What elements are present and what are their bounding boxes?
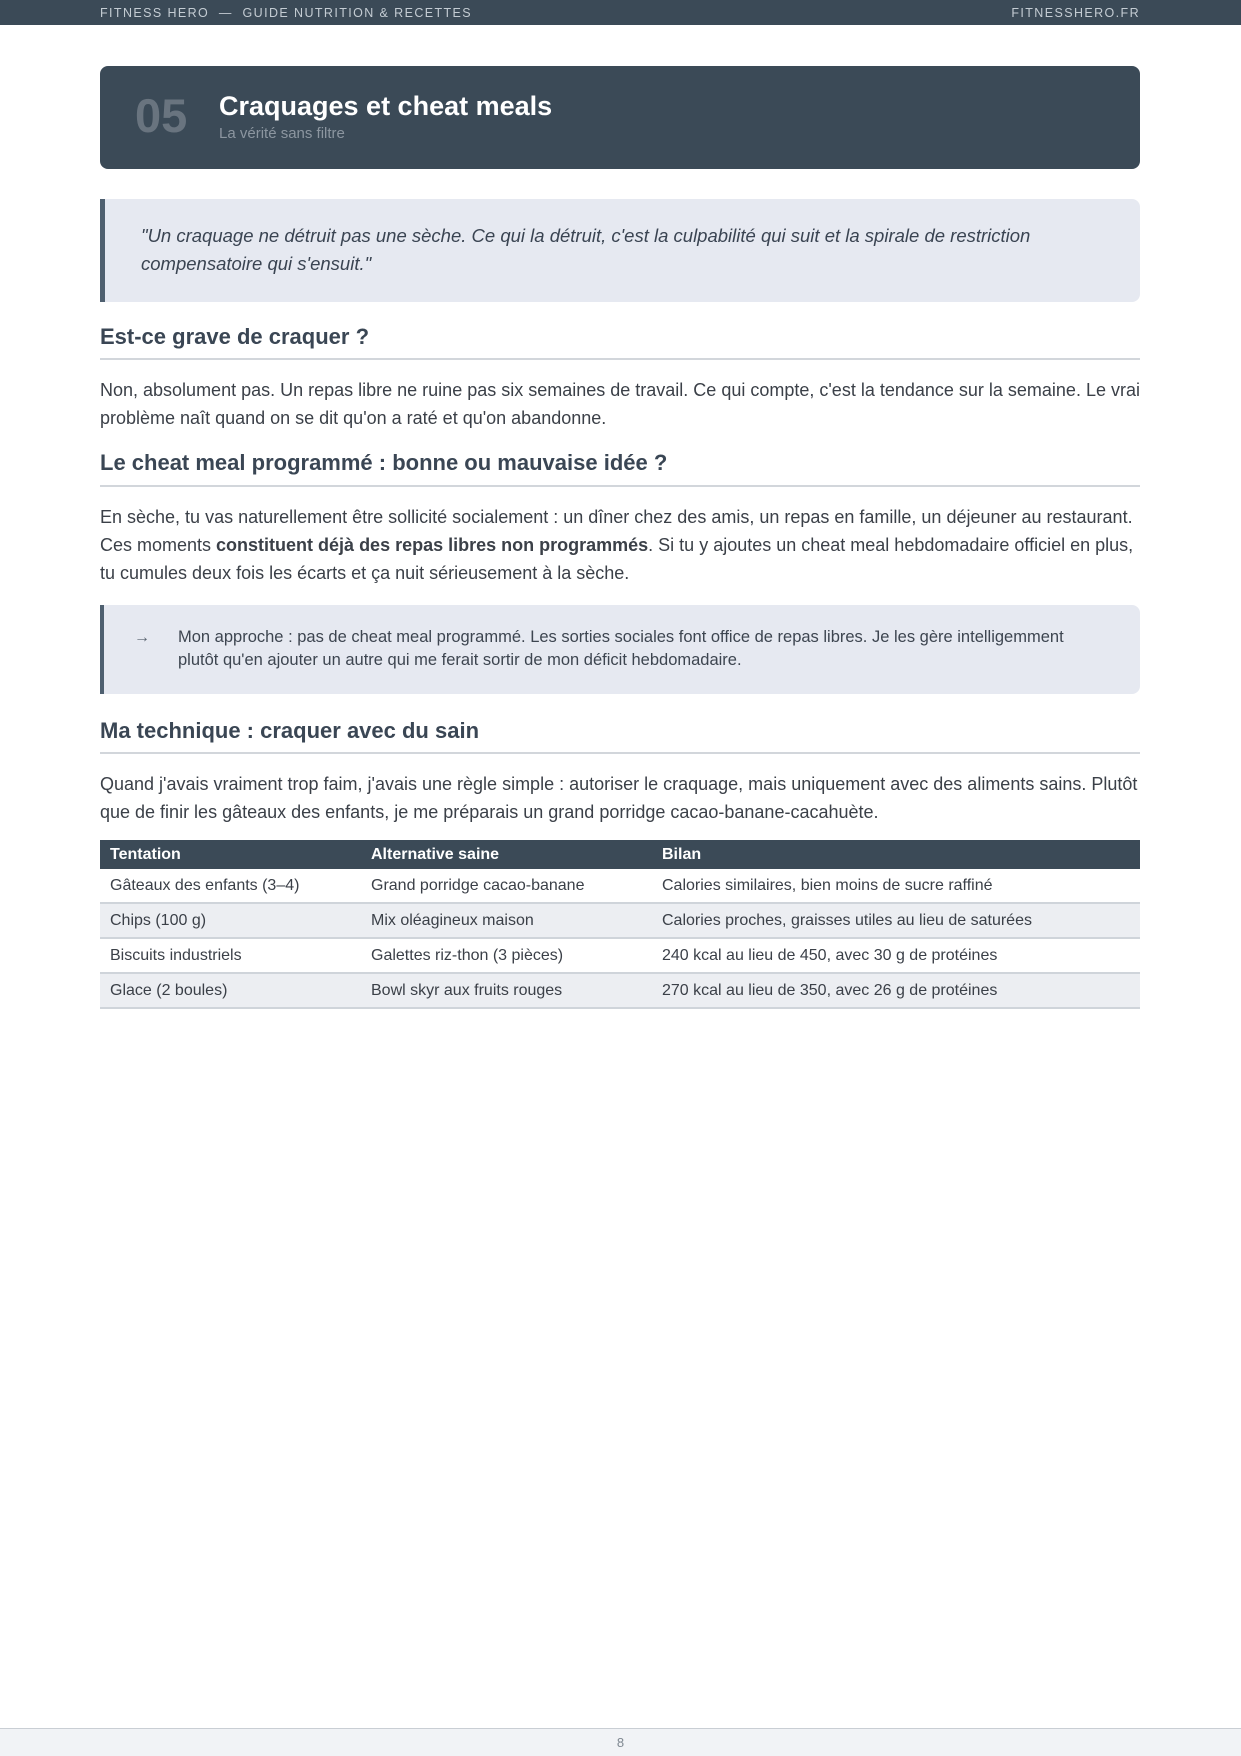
chapter-title: Craquages et cheat meals bbox=[219, 91, 553, 121]
page-content bbox=[100, 66, 1140, 1009]
paragraph-text: . Si tu y ajoutes un cheat meal hebdomadaire officiel en plus, tu cumules deux fois les écarts et ça nuit sérieusement à la sèche. bbox=[100, 534, 1134, 583]
section-heading-cheat-meal: Le cheat meal programmé : bonne ou mauvaise idée ? bbox=[100, 450, 1140, 486]
table-row bbox=[100, 869, 1140, 903]
paragraph-text: En sèche, tu vas naturellement être sollicité socialement : un dîner chez des amis, un repas en famille, un déjeuner au restaurant. Ces moments bbox=[100, 506, 1133, 555]
table-header-row bbox=[100, 840, 1140, 869]
arrow-right-icon: → bbox=[134, 628, 150, 646]
column-header-tentation: Tentation bbox=[100, 840, 361, 869]
section-heading-craquer: Est-ce grave de craquer ? bbox=[100, 324, 1140, 360]
section-paragraph-technique: Quand j'avais vraiment trop faim, j'avais une règle simple : autoriser le craquage, mais uniquement avec des aliments sains. Plutôt que de finir les gâteaux des enfants, je me préparais un grand porridge cacao-banane-cacahuète. bbox=[100, 774, 1138, 823]
table-cell: Grand porridge cacao-banane bbox=[361, 869, 652, 903]
section-paragraph-craquer: Non, absolument pas. Un repas libre ne ruine pas six semaines de travail. Ce qui compte, c'est la tendance sur la semaine. Le vrai problème naît quand on se dit qu'on a raté et qu'on abandonne. bbox=[100, 380, 1140, 429]
table-row bbox=[100, 938, 1140, 973]
table-cell: Mix oléagineux maison bbox=[361, 903, 652, 938]
page-number: 8 bbox=[616, 1735, 625, 1750]
section-heading-technique: Ma technique : craquer avec du sain bbox=[100, 718, 1140, 754]
table-cell: Chips (100 g) bbox=[100, 903, 361, 938]
table-row bbox=[100, 973, 1140, 1008]
page-footer bbox=[0, 1728, 1241, 1756]
top-bar bbox=[0, 0, 1241, 25]
paragraph-emphasis: constituent déjà des repas libres non programmés bbox=[216, 534, 649, 555]
table-cell: 270 kcal au lieu de 350, avec 26 g de protéines bbox=[652, 973, 1140, 1008]
table-cell: Gâteaux des enfants (3–4) bbox=[100, 869, 361, 903]
chapter-header bbox=[100, 66, 1140, 169]
table-cell: Calories proches, graisses utiles au lieu de saturées bbox=[652, 903, 1140, 938]
table-cell: Galettes riz-thon (3 pièces) bbox=[361, 938, 652, 973]
approach-note bbox=[100, 605, 1140, 694]
table-cell: Bowl skyr aux fruits rouges bbox=[361, 973, 652, 1008]
section-paragraph-cheat-meal bbox=[100, 503, 1140, 587]
alternatives-table bbox=[100, 840, 1140, 1009]
column-header-bilan: Bilan bbox=[652, 840, 1140, 869]
table-cell: Calories similaires, bien moins de sucre raffiné bbox=[652, 869, 1140, 903]
chapter-subtitle: La vérité sans filtre bbox=[219, 125, 345, 142]
note-text: Mon approche : pas de cheat meal programmé. Les sorties sociales font office de repas libres. Je les gère intelligemment plutôt qu'en ajouter un autre qui me ferait sortir de mon déficit hebdomadaire. bbox=[178, 627, 1064, 669]
pull-quote: "Un craquage ne détruit pas une sèche. Ce qui la détruit, c'est la culpabilité qui suit et la spirale de restriction compensatoire qui s'ensuit." bbox=[100, 199, 1140, 302]
table-cell: Biscuits industriels bbox=[100, 938, 361, 973]
guide-title: FITNESS HERO — GUIDE NUTRITION & RECETTES bbox=[100, 6, 473, 20]
column-header-alternative: Alternative saine bbox=[361, 840, 652, 869]
table-cell: 240 kcal au lieu de 450, avec 30 g de protéines bbox=[652, 938, 1140, 973]
chapter-number: 05 bbox=[135, 89, 188, 142]
table-cell: Glace (2 boules) bbox=[100, 973, 361, 1008]
site-url: FITNESSHERO.FR bbox=[1011, 6, 1140, 20]
table-row bbox=[100, 903, 1140, 938]
